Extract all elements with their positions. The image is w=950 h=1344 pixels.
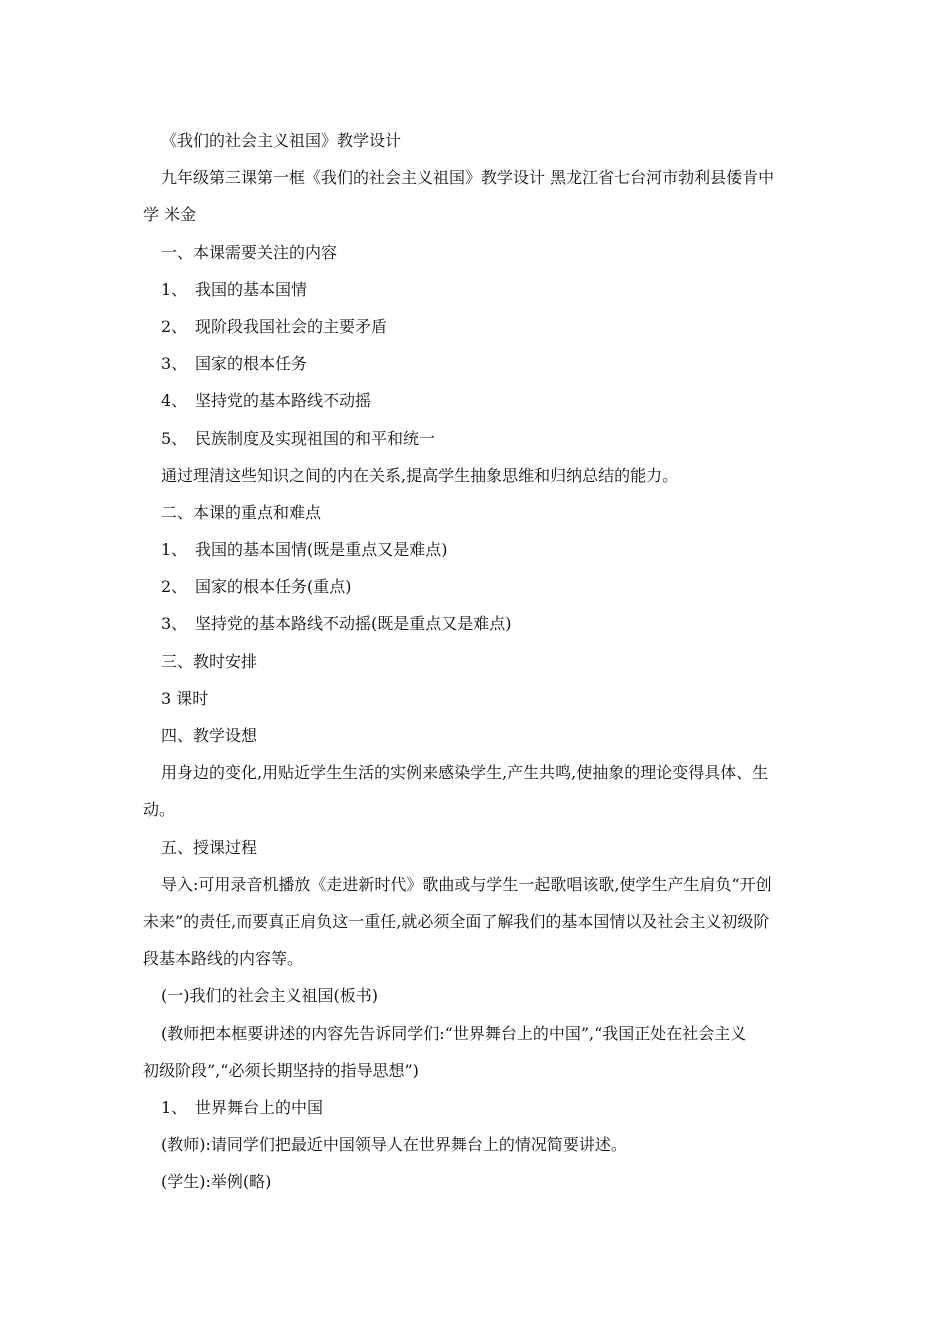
list-item-number: 2、 <box>161 316 188 336</box>
section-5-intro-line-2: 未来”的责任,而要真正肩负这一重任,就必须全面了解我们的基本国情以及社会主义初级阶 <box>143 911 770 931</box>
list-item <box>143 345 811 382</box>
list-item <box>143 568 811 605</box>
list-item <box>143 308 811 345</box>
list-item-number: 4、 <box>161 391 188 411</box>
intro-paragraph-line-1: 九年级第三课第一框《我们的社会主义祖国》教学设计 黑龙江省七台河市勃利县倭肯中 <box>161 168 775 188</box>
list-item-text: 我国的基本国情 <box>195 279 308 299</box>
list-item <box>143 271 811 308</box>
list-item-text: 国家的根本任务(重点) <box>195 577 352 597</box>
list-item-text: 民族制度及实现祖国的和平和统一 <box>195 428 436 448</box>
list-item <box>143 382 811 419</box>
section-4-paragraph-line-1: 用身边的变化,用贴近学生生活的实例来感染学生,产生共鸣,使抽象的理论变得具体、生 <box>161 763 769 783</box>
list-item-number: 5、 <box>161 428 188 448</box>
document-title: 《我们的社会主义祖国》教学设计 <box>161 131 402 150</box>
section-5-sub-heading: (一)我们的社会主义祖国(板书) <box>161 986 378 1006</box>
intro-paragraph-line-2: 学 米金 <box>143 205 197 225</box>
list-item-number: 1、 <box>161 279 188 299</box>
section-5-note-line-1: (教师把本框要讲述的内容先告诉同学们:“世界舞台上的中国”,“我国正处在社会主义 <box>161 1023 747 1043</box>
list-item <box>143 531 811 568</box>
list-item-number: 3、 <box>161 354 188 374</box>
document-body <box>143 122 811 1200</box>
section-5-intro-line-3: 段基本路线的内容等。 <box>143 949 304 969</box>
section-4-paragraph-line-2: 动。 <box>143 800 176 820</box>
list-item-number: 3、 <box>161 614 188 634</box>
list-item-text: 国家的根本任务 <box>195 354 308 374</box>
list-item <box>143 420 811 457</box>
student-line: (学生):举例(略) <box>161 1172 272 1192</box>
section-1-heading: 一、本课需要关注的内容 <box>161 242 338 262</box>
list-item-number: 1、 <box>161 1097 188 1117</box>
list-item-number: 2、 <box>161 577 188 597</box>
section-4-heading: 四、教学设想 <box>161 726 258 745</box>
section-3-text: 3 课时 <box>161 688 209 708</box>
list-item-text: 现阶段我国社会的主要矛盾 <box>195 316 388 336</box>
list-item-number: 1、 <box>161 540 188 560</box>
list-item-text: 坚持党的基本路线不动摇 <box>195 391 372 411</box>
list-item <box>143 605 811 642</box>
section-5-note-line-2: 初级阶段”,“必须长期坚持的指导思想”) <box>143 1060 419 1080</box>
teacher-line: (教师):请同学们把最近中国领导人在世界舞台上的情况简要讲述。 <box>161 1135 627 1155</box>
list-item-text: 我国的基本国情(既是重点又是难点) <box>195 540 448 560</box>
section-5-heading: 五、授课过程 <box>161 837 258 857</box>
list-item-text: 世界舞台上的中国 <box>195 1097 324 1117</box>
section-1-summary: 通过理清这些知识之间的内在关系,提高学生抽象思维和归纳总结的能力。 <box>161 465 679 485</box>
section-2-heading: 二、本课的重点和难点 <box>161 502 322 522</box>
section-5-intro-line-1: 导入:可用录音机播放《走进新时代》歌曲或与学生一起歌唱该歌,使学生产生肩负“开创 <box>161 874 772 894</box>
section-3-heading: 三、教时安排 <box>161 651 258 671</box>
list-item-text: 坚持党的基本路线不动摇(既是重点又是难点) <box>195 614 512 634</box>
list-item <box>143 1089 811 1126</box>
